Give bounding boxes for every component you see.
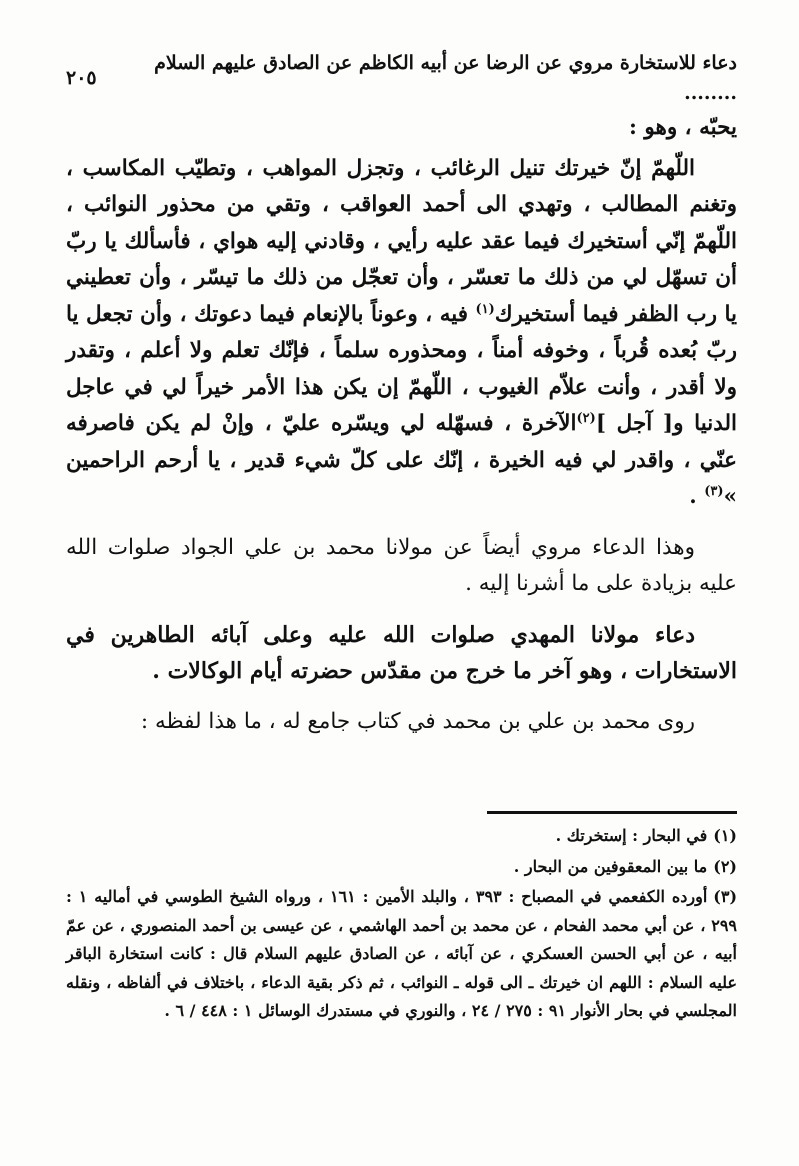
running-header bbox=[66, 48, 737, 108]
footnote-number: (١) bbox=[713, 826, 737, 845]
footnotes bbox=[66, 822, 737, 1028]
footnote-item bbox=[66, 883, 737, 1026]
footnote-ref-3: (٣) bbox=[704, 483, 724, 499]
prayer-paragraph bbox=[66, 151, 737, 516]
prayer-text-1: اللّهمّ إنّ خيرتك تنيل الرغائب ، وتجزل المواهب ، وتطيّب المكاسب ، وتغنم المطالب ، وتهدي الى أحمد العواقب ، وتقي من محذور النوائب ، اللّهمّ إنّي أستخيرك فيما عقد عليه رأيي ، وقادني إليه هواي ، فأسألك يا ربّ أن تسهّل لي من ذلك ما تعسّر ، وأن تعجّل من ذلك ما تيسّر ، وأن تعطيني يا رب الظفر فيما أستخيرك bbox=[66, 155, 738, 327]
narration-line: روى محمد بن علي بن محمد في كتاب جامع له ، ما هذا لفظه : bbox=[140, 708, 695, 734]
header-title: دعاء للاستخارة مروي عن الرضا عن أبيه الكاظم عن الصادق عليهم السلام ........ bbox=[154, 52, 737, 104]
footnote-ref-1: (١) bbox=[475, 301, 495, 317]
footnote-text: أورده الكفعمي في المصباح : ٣٩٣ ، والبلد الأمين : ١٦١ ، ورواه الشيخ الطوسي في أماليه ١ : ٢٩٩ ، عن أبي محمد الفحام ، عن محمد بن أحمد الهاشمي ، عن عيسى بن أحمد المنصوري ، عن عمّ أبيه ، عن أبي الحسن العسكري ، عن آبائه ، عن الصادق عليهم السلام قال : كانت استخارة الباقر عليه السلام : اللهم ان خيرتك ـ الى قوله ـ النوائب ، ثم ذكر بقية الدعاء ، باختلاف في ألفاظه ، ونقله المجلسي في بحار الأنوار ٩١ : ٢٧٥ / ٢٤ ، والنوري في مستدرك الوسائل ١ : ٤٤٨ / ٦ . bbox=[66, 887, 737, 1020]
footnote-text: ما بين المعقوفين من البحار . bbox=[513, 856, 708, 876]
prayer-text-2: فيه ، وعوناً بالإنعام فيما دعوتك ، وأن تجعل يا ربّ بُعده قُرباً ، وخوفه أمناً ، ومحذوره سلماً ، فإنّك تعلم ولا أعلم ، وتقدر ولا أقدر ، وأنت علاّم الغيوب ، اللّهمّ إن يكن هذا الأمر خيراً لي في عاجل الدنيا و[ آجل ] bbox=[66, 301, 738, 436]
footnote-text: في البحار : إستخرتك . bbox=[555, 826, 708, 845]
paragraph-jawad: وهذا الدعاء مروي أيضاً عن مولانا محمد بن علي الجواد صلوات الله عليه بزيادة على ما أشرنا إليه . bbox=[66, 534, 737, 596]
footnote-item bbox=[66, 853, 737, 882]
footnote-number: (٣) bbox=[713, 887, 738, 906]
page-number: ٢٠٥ bbox=[66, 67, 97, 89]
main-text bbox=[66, 110, 737, 740]
footnote-ref-2: (٢) bbox=[576, 410, 596, 426]
footnote-item bbox=[66, 822, 737, 851]
footnote-divider bbox=[487, 811, 737, 814]
intro-line: يحبّه ، وهو : bbox=[628, 115, 737, 140]
prayer-end: . bbox=[689, 484, 705, 509]
section-heading: دعاء مولانا المهدي صلوات الله عليه وعلى آبائه الطاهرين في الاستخارات ، وهو آخر ما خرج من مقدّس حضرته أيام الوكالات . bbox=[66, 621, 737, 684]
footnote-number: (٢) bbox=[713, 856, 737, 876]
prayer-text-3: الآخرة ، فسهّله لي ويسّره عليّ ، وإنْ لم يكن فاصرفه عنّي ، واقدر لي فيه الخيرة ، إنّك على كلّ شيء قدير ، يا أرحم الراحمين » bbox=[66, 411, 737, 509]
